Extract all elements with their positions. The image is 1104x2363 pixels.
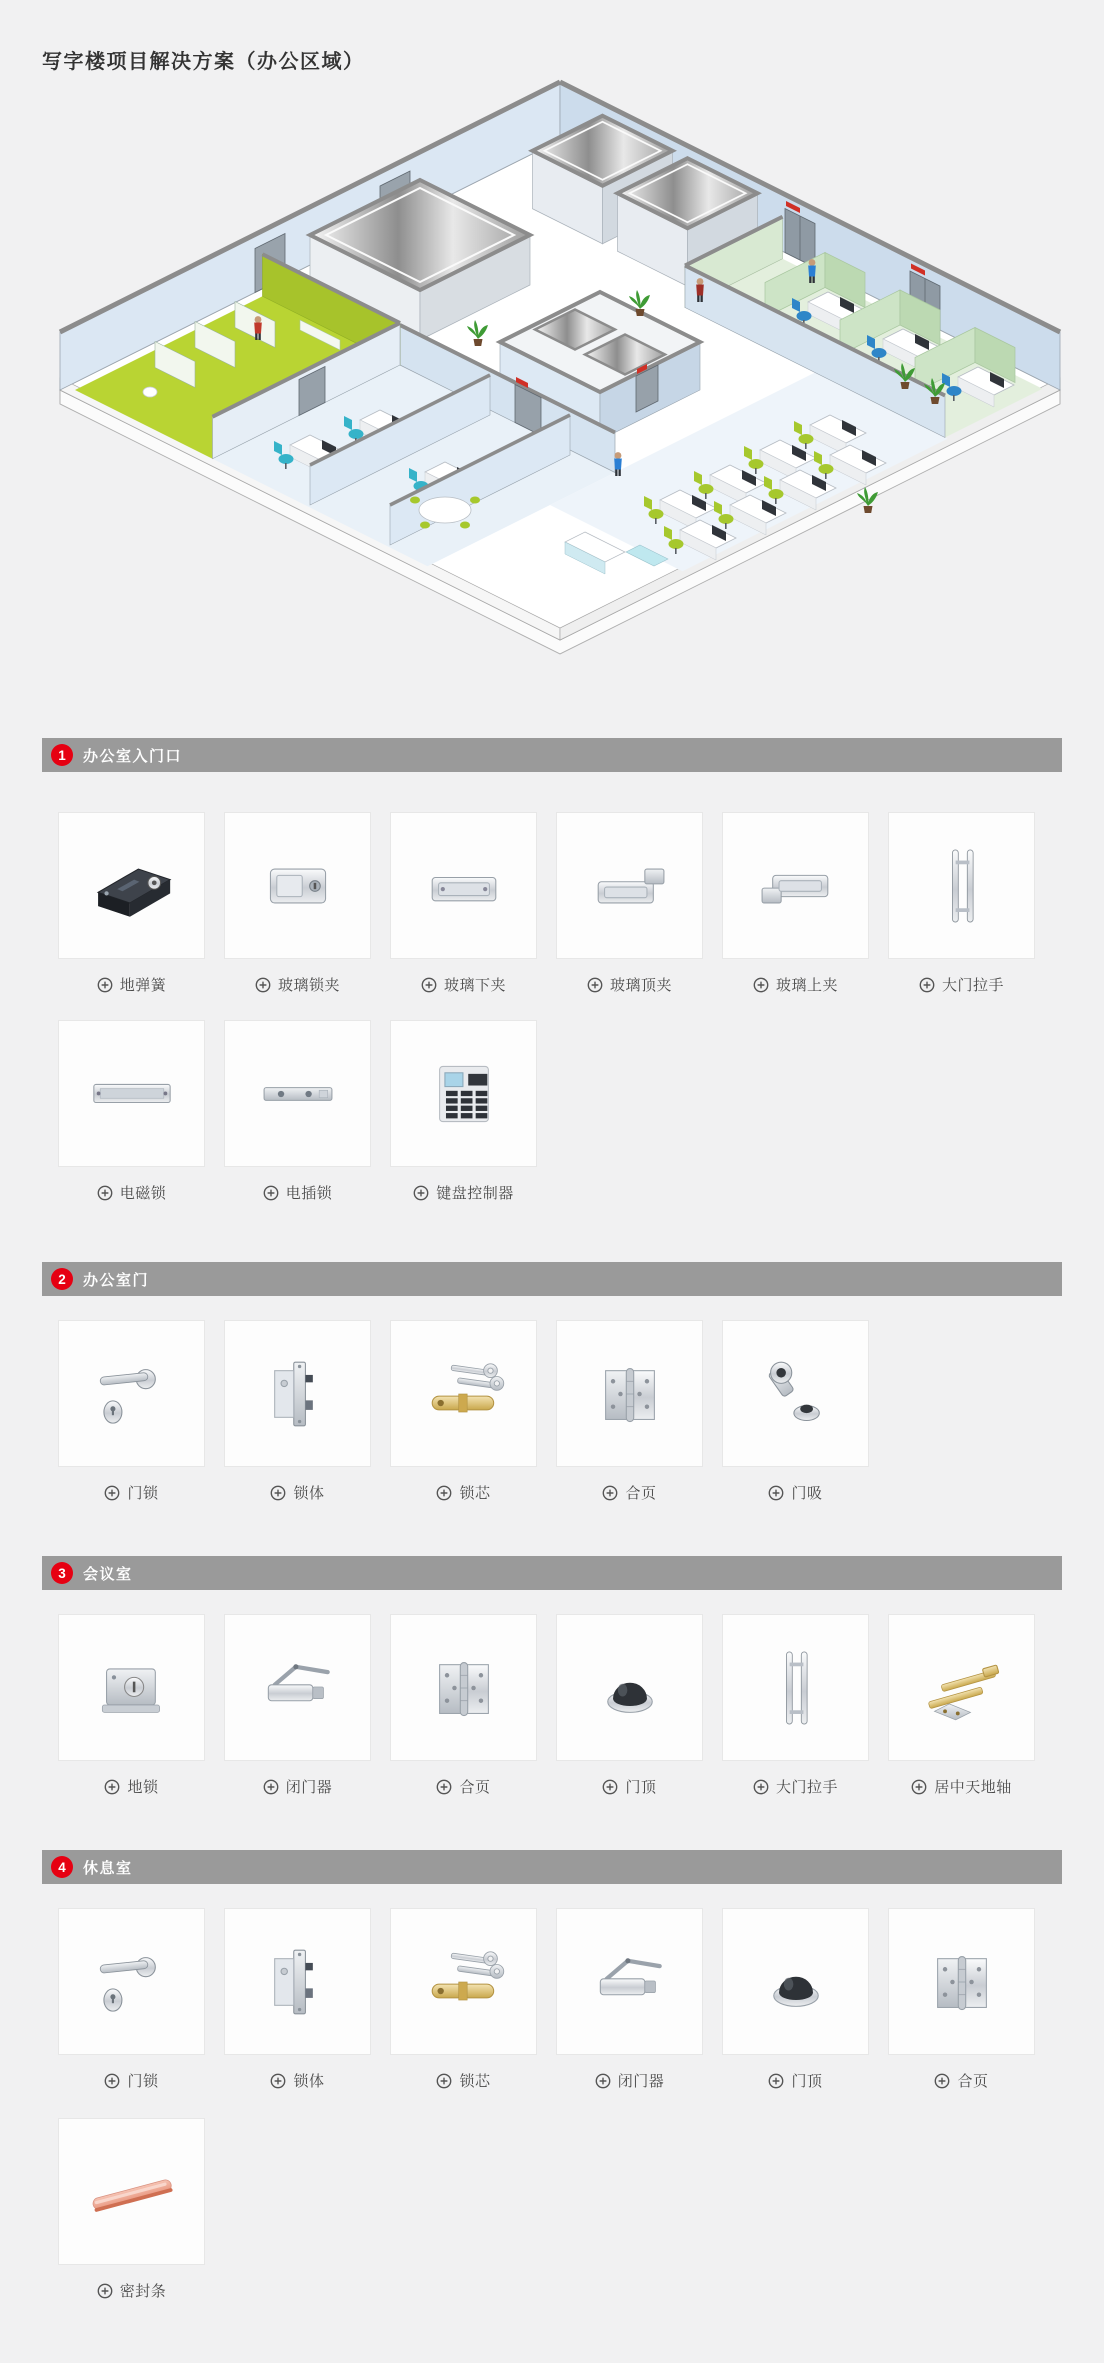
- plus-icon: [595, 2073, 611, 2089]
- plus-icon: [436, 2073, 452, 2089]
- product-card[interactable]: [888, 812, 1035, 959]
- product-image-lock-cylinder: [411, 1929, 517, 2035]
- product-image-magnetic-lock: [79, 1041, 185, 1147]
- product-link[interactable]: [888, 2070, 1035, 2091]
- plus-icon: [602, 1779, 618, 1795]
- product-card[interactable]: [390, 812, 537, 959]
- product-card[interactable]: [224, 812, 371, 959]
- product-label: 锁芯: [459, 2073, 491, 2090]
- product-link[interactable]: [58, 2280, 205, 2301]
- product-card[interactable]: [556, 812, 703, 959]
- plus-icon: [413, 1185, 429, 1201]
- product-card[interactable]: [556, 1908, 703, 2055]
- product-link[interactable]: [888, 974, 1035, 995]
- product-link[interactable]: [58, 1482, 205, 1503]
- product-image-door-lock-handle: [79, 1341, 185, 1447]
- product-cell: [888, 1908, 1035, 2091]
- product-cell: [58, 2118, 205, 2301]
- plus-icon: [255, 977, 271, 993]
- plus-icon: [270, 1485, 286, 1501]
- product-label: 门吸: [791, 1485, 823, 1502]
- product-link[interactable]: [888, 1776, 1035, 1797]
- plus-icon: [934, 2073, 950, 2089]
- section-number-badge: 2: [51, 1268, 73, 1290]
- plus-icon: [104, 1485, 120, 1501]
- product-label: 键盘控制器: [436, 1185, 514, 1202]
- product-cell: [888, 1614, 1035, 1797]
- plus-icon: [97, 2283, 113, 2299]
- product-image-hinge: [577, 1341, 683, 1447]
- product-label: 密封条: [119, 2283, 167, 2300]
- section-title: 办公室入门口: [83, 747, 183, 765]
- product-label: 电磁锁: [119, 1185, 167, 1202]
- section-number-badge: 1: [51, 744, 73, 766]
- product-card[interactable]: [556, 1320, 703, 1467]
- plus-icon: [421, 977, 437, 993]
- product-card[interactable]: [58, 2118, 205, 2265]
- product-cell: [224, 1020, 371, 1203]
- section-grid-meeting-room: [58, 1614, 1035, 1797]
- product-image-floor-spring: [79, 833, 185, 939]
- section-header-rest-room: [42, 1850, 1062, 1884]
- section-title: 会议室: [83, 1565, 133, 1583]
- product-link[interactable]: [722, 2070, 869, 2091]
- product-link[interactable]: [390, 974, 537, 995]
- plus-icon: [104, 1779, 120, 1795]
- product-link[interactable]: [390, 1182, 537, 1203]
- product-card[interactable]: [390, 1020, 537, 1167]
- product-cell: [722, 1614, 869, 1797]
- product-label: 门锁: [127, 2073, 159, 2090]
- product-cell: [390, 1320, 537, 1503]
- section-title: 办公室门: [83, 1271, 150, 1289]
- floor-plan-illustration: [0, 70, 1104, 670]
- product-image-dome-door-stop: [577, 1635, 683, 1741]
- product-card[interactable]: [224, 1614, 371, 1761]
- product-image-glass-bottom-clamp: [411, 833, 517, 939]
- product-cell: [224, 1320, 371, 1503]
- plus-icon: [270, 2073, 286, 2089]
- product-cell: [58, 1614, 205, 1797]
- product-cell: [556, 1614, 703, 1797]
- plus-icon: [753, 1779, 769, 1795]
- product-cell: [556, 1320, 703, 1503]
- product-label: 合页: [625, 1485, 657, 1502]
- product-image-glass-lock-clamp: [245, 833, 351, 939]
- product-label: 闭门器: [617, 2073, 665, 2090]
- product-image-electric-bolt-lock: [245, 1041, 351, 1147]
- product-link[interactable]: [224, 1776, 371, 1797]
- product-card[interactable]: [556, 1614, 703, 1761]
- plus-icon: [263, 1185, 279, 1201]
- product-image-door-closer: [577, 1929, 683, 2035]
- product-image-door-lock-handle: [79, 1929, 185, 2035]
- product-link[interactable]: [556, 2070, 703, 2091]
- product-cell: [224, 1908, 371, 2091]
- product-link[interactable]: [556, 1482, 703, 1503]
- product-card[interactable]: [888, 1908, 1035, 2055]
- product-label: 玻璃下夹: [443, 977, 506, 994]
- plus-icon: [263, 1779, 279, 1795]
- product-cell: [224, 1614, 371, 1797]
- product-cell: [722, 812, 869, 995]
- product-card[interactable]: [888, 1614, 1035, 1761]
- product-link[interactable]: [390, 2070, 537, 2091]
- product-card[interactable]: [58, 1908, 205, 2055]
- product-label: 合页: [459, 1779, 491, 1796]
- product-label: 居中天地轴: [934, 1779, 1012, 1796]
- product-card[interactable]: [58, 1020, 205, 1167]
- plus-icon: [97, 1185, 113, 1201]
- product-image-hinge: [411, 1635, 517, 1741]
- product-label: 门顶: [625, 1779, 657, 1796]
- product-label: 锁体: [293, 2073, 325, 2090]
- product-link[interactable]: [58, 2070, 205, 2091]
- product-link[interactable]: [722, 1482, 869, 1503]
- product-cell: [556, 1908, 703, 2091]
- product-image-keypad-controller: [411, 1041, 517, 1147]
- product-card[interactable]: [224, 1020, 371, 1167]
- product-image-door-closer: [245, 1635, 351, 1741]
- product-image-floor-lock: [79, 1635, 185, 1741]
- product-link[interactable]: [58, 1776, 205, 1797]
- section-header-office-door: [42, 1262, 1062, 1296]
- product-label: 大门拉手: [775, 1779, 838, 1796]
- product-label: 电插锁: [285, 1185, 333, 1202]
- product-card[interactable]: [722, 812, 869, 959]
- product-cell: [722, 1320, 869, 1503]
- product-link[interactable]: [58, 974, 205, 995]
- page-title: 写字楼项目解决方案（办公区域）: [42, 51, 365, 73]
- product-card[interactable]: [58, 1320, 205, 1467]
- product-card[interactable]: [390, 1320, 537, 1467]
- product-image-lock-cylinder: [411, 1341, 517, 1447]
- plus-icon: [919, 977, 935, 993]
- product-label: 玻璃上夹: [775, 977, 838, 994]
- section-header-meeting-room: [42, 1556, 1062, 1590]
- product-label: 锁体: [293, 1485, 325, 1502]
- product-link[interactable]: [224, 2070, 371, 2091]
- product-cell: [390, 1614, 537, 1797]
- product-link[interactable]: [224, 1482, 371, 1503]
- product-label: 锁芯: [459, 1485, 491, 1502]
- product-cell: [556, 812, 703, 995]
- product-link[interactable]: [224, 1182, 371, 1203]
- product-card[interactable]: [722, 1908, 869, 2055]
- product-card[interactable]: [722, 1614, 869, 1761]
- product-label: 门顶: [791, 2073, 823, 2090]
- product-image-lock-body: [245, 1929, 351, 2035]
- plus-icon: [587, 977, 603, 993]
- product-image-door-stopper: [743, 1341, 849, 1447]
- product-link[interactable]: [58, 1182, 205, 1203]
- product-link[interactable]: [556, 974, 703, 995]
- product-label: 闭门器: [285, 1779, 333, 1796]
- product-link[interactable]: [224, 974, 371, 995]
- plus-icon: [436, 1779, 452, 1795]
- plus-icon: [768, 2073, 784, 2089]
- product-cell: [58, 1320, 205, 1503]
- product-cell: [888, 812, 1035, 995]
- product-cell: [58, 1020, 205, 1203]
- product-link[interactable]: [722, 974, 869, 995]
- product-card[interactable]: [722, 1320, 869, 1467]
- product-cell: [58, 1908, 205, 2091]
- plus-icon: [97, 977, 113, 993]
- section-grid-rest-room: [58, 1908, 1035, 2301]
- product-image-door-pull-handle: [909, 833, 1015, 939]
- product-image-door-pull-handle: [743, 1635, 849, 1741]
- section-number-badge: 4: [51, 1856, 73, 1878]
- product-image-center-pivot: [909, 1635, 1015, 1741]
- product-cell: [390, 1908, 537, 2091]
- product-image-lock-body: [245, 1341, 351, 1447]
- product-cell: [58, 812, 205, 995]
- product-card[interactable]: [224, 1320, 371, 1467]
- plus-icon: [436, 1485, 452, 1501]
- product-link[interactable]: [722, 1776, 869, 1797]
- product-link[interactable]: [390, 1482, 537, 1503]
- product-label: 玻璃锁夹: [277, 977, 340, 994]
- product-label: 地锁: [127, 1779, 159, 1796]
- product-cell: [390, 1020, 537, 1203]
- product-card[interactable]: [390, 1908, 537, 2055]
- product-image-seal-strip: [79, 2139, 185, 2245]
- product-cell: [224, 812, 371, 995]
- plus-icon: [911, 1779, 927, 1795]
- product-cell: [722, 1908, 869, 2091]
- product-card[interactable]: [390, 1614, 537, 1761]
- product-image-dome-door-stop: [743, 1929, 849, 2035]
- product-cell: [390, 812, 537, 995]
- section-title: 休息室: [83, 1859, 133, 1877]
- product-link[interactable]: [390, 1776, 537, 1797]
- section-header-office-entrance: [42, 738, 1062, 772]
- product-label: 大门拉手: [941, 977, 1004, 994]
- plus-icon: [104, 2073, 120, 2089]
- product-card[interactable]: [58, 812, 205, 959]
- product-label: 地弹簧: [119, 977, 167, 994]
- plus-icon: [602, 1485, 618, 1501]
- product-card[interactable]: [58, 1614, 205, 1761]
- product-image-glass-top-clamp: [577, 833, 683, 939]
- plus-icon: [768, 1485, 784, 1501]
- plus-icon: [753, 977, 769, 993]
- product-image-hinge: [909, 1929, 1015, 2035]
- product-label: 门锁: [127, 1485, 159, 1502]
- product-label: 玻璃顶夹: [609, 977, 672, 994]
- product-link[interactable]: [556, 1776, 703, 1797]
- product-image-glass-upper-clamp: [743, 833, 849, 939]
- section-number-badge: 3: [51, 1562, 73, 1584]
- product-card[interactable]: [224, 1908, 371, 2055]
- section-grid-office-door: [58, 1320, 1035, 1503]
- section-grid-office-entrance: [58, 812, 1035, 1203]
- product-label: 合页: [957, 2073, 989, 2090]
